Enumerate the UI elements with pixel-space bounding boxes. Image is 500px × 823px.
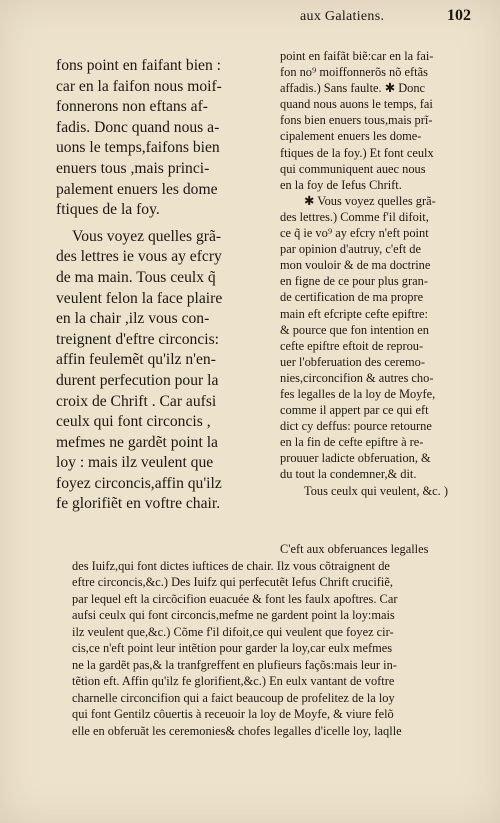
commentary-line: fes legalles de la loy de Moyfe, [280, 386, 436, 401]
commentary-line: qui communiquent auec nous [280, 161, 426, 176]
commentary-line: en la foy de Iefus Chrift. [280, 177, 402, 192]
commentary-line: charnelle circoncifion qui a faict beaucoup de profelitez de la loy [72, 690, 395, 705]
text-line: fadis. Donc quand nous a- [56, 118, 220, 136]
commentary-line: tẽtion eft. Affin qu'ilz fe glorifient,&c.) En eulx vantant de voftre [72, 674, 395, 688]
commentary-line: en figne de ce pour plus gran- [280, 274, 428, 289]
commentary-line: par lequel eft la circõcifion euacuée & font les faulx apoftres. Car [72, 591, 398, 606]
commentary-line: fon no⁹ moiffonnerõs nõ eftãs [280, 65, 428, 80]
text-line: fons point en faifant bien : [56, 57, 221, 74]
commentary-line: du tout la condemner,& dit. [280, 467, 417, 482]
commentary-line: aufsi ceulx qui font circoncis,mefme ne gardent point la loy:mais [72, 608, 395, 622]
text-line: croix de Chrift . Car aufsi [56, 392, 217, 410]
commentary-line: fons bien enuers tous,mais prĩ- [280, 113, 433, 128]
commentary-column [280, 48, 486, 499]
commentary-line: nies,circoncifion & autres cho- [280, 370, 434, 385]
commentary-line: comme il appert par ce qui eft [280, 403, 429, 418]
commentary-line: en la fin de cefte epiftre à re- [280, 435, 424, 450]
text-line: treignent d'eftre circoncis: [56, 330, 220, 348]
text-line: foyez circoncis,affin qu'ilz [56, 474, 222, 492]
commentary-continuation [72, 541, 486, 739]
text-line: fonnerons non eftans af- [56, 98, 208, 116]
text-line: en la chair ,ilz vous con- [56, 310, 210, 328]
commentary-line: ftiques de la foy.) Et font ceulx [280, 145, 434, 160]
commentary-line: des lettres.) Comme f'il difoit, [280, 209, 429, 224]
commentary-line: ilz veulent que,&c.) Cõme f'il difoit,ce qui veulent que foyez cir- [72, 624, 394, 639]
commentary-line: dict cy deffus: pource retourne [280, 419, 432, 434]
commentary-line: point en faifãt biẽ:car en la fai- [280, 49, 434, 63]
commentary-line: cis,ce n'eft point leur intẽtion pour garder la loy,car eulx mefmes [72, 641, 393, 655]
text-line: car en la faifon nous moif- [56, 77, 222, 95]
text-line: palement enuers les dome [56, 180, 218, 198]
commentary-line: ne la gardẽt pas,& la tranfgreffent en plufieurs façõs:mais leur in- [72, 657, 397, 672]
commentary-line: affadis.) Sans faulte. ✱ Donc [280, 81, 426, 96]
text-line: ftiques de la foy. [56, 201, 160, 219]
commentary-line: cipalement enuers les dome- [280, 129, 422, 144]
text-line: ceulx qui font circoncis , [56, 413, 211, 431]
text-line: mefmes ne gardẽt point la [56, 433, 218, 451]
commentary-line: quand nous auons le temps, fai [280, 97, 433, 112]
commentary-line: qui font Gentilz côuertis à receuoir la loy de Moyfe, & viure felõ [72, 707, 394, 721]
page-number: 102 [447, 7, 471, 24]
text-line: veulent felon la face plaire [56, 289, 223, 307]
commentary-line: uer l'obferuation des ceremo- [280, 354, 426, 369]
running-title: aux Galatiens. [300, 9, 385, 24]
commentary-line: de certification de ma propre [280, 290, 424, 305]
text-line: enuers tous ,mais princi- [56, 159, 210, 177]
text-line: loy : mais ilz veulent que [56, 454, 214, 472]
text-line: affin feulemẽt qu'ilz n'en- [56, 351, 216, 369]
text-line: durent perfecution pour la [56, 371, 219, 389]
commentary-line: par opinion d'autruy, c'eft de [280, 242, 421, 257]
main-text-column [56, 56, 280, 515]
commentary-line: des Iuifz,qui font dictes iuftices de chair. Ilz vous cõtraignent de [72, 558, 390, 573]
commentary-line: ✱ Vous voyez quelles grã- [304, 193, 436, 208]
commentary-line: cefte epiftre eftoit de reprou- [280, 338, 424, 353]
commentary-line: eftre circoncis,&c.) Des Iuifz qui perfecutẽt Iefus Chrift crucifiẽ, [72, 575, 393, 589]
text-line: uons le temps,faifons bien [56, 139, 220, 157]
text-line: fe glorifiẽt en voftre chair. [56, 495, 221, 513]
commentary-line: C'eft aux obferuances legalles [280, 542, 429, 556]
commentary-line: elle en obferuãt les ceremonies& chofes legalles d'icelle loy, laqlle [72, 723, 402, 738]
commentary-line: Tous ceulx qui veulent, &c. ) [304, 483, 448, 498]
commentary-line: prouuer ladicte obferuation, & [280, 451, 431, 466]
text-line: des lettres ie vous ay efcry [56, 248, 222, 266]
commentary-line: mon vouloir & de ma doctrine [280, 258, 431, 273]
page-header [0, 3, 500, 29]
commentary-line: ce q̃ ie vo⁹ ay efcry n'eft point [280, 226, 429, 241]
commentary-line: & pource que fon intention en [280, 322, 429, 337]
commentary-line: main eft efcripte cefte epiftre: [280, 306, 428, 321]
text-line: de ma main. Tous ceulx q̃ [56, 268, 216, 286]
text-line: Vous voyez quelles grã- [72, 227, 222, 245]
